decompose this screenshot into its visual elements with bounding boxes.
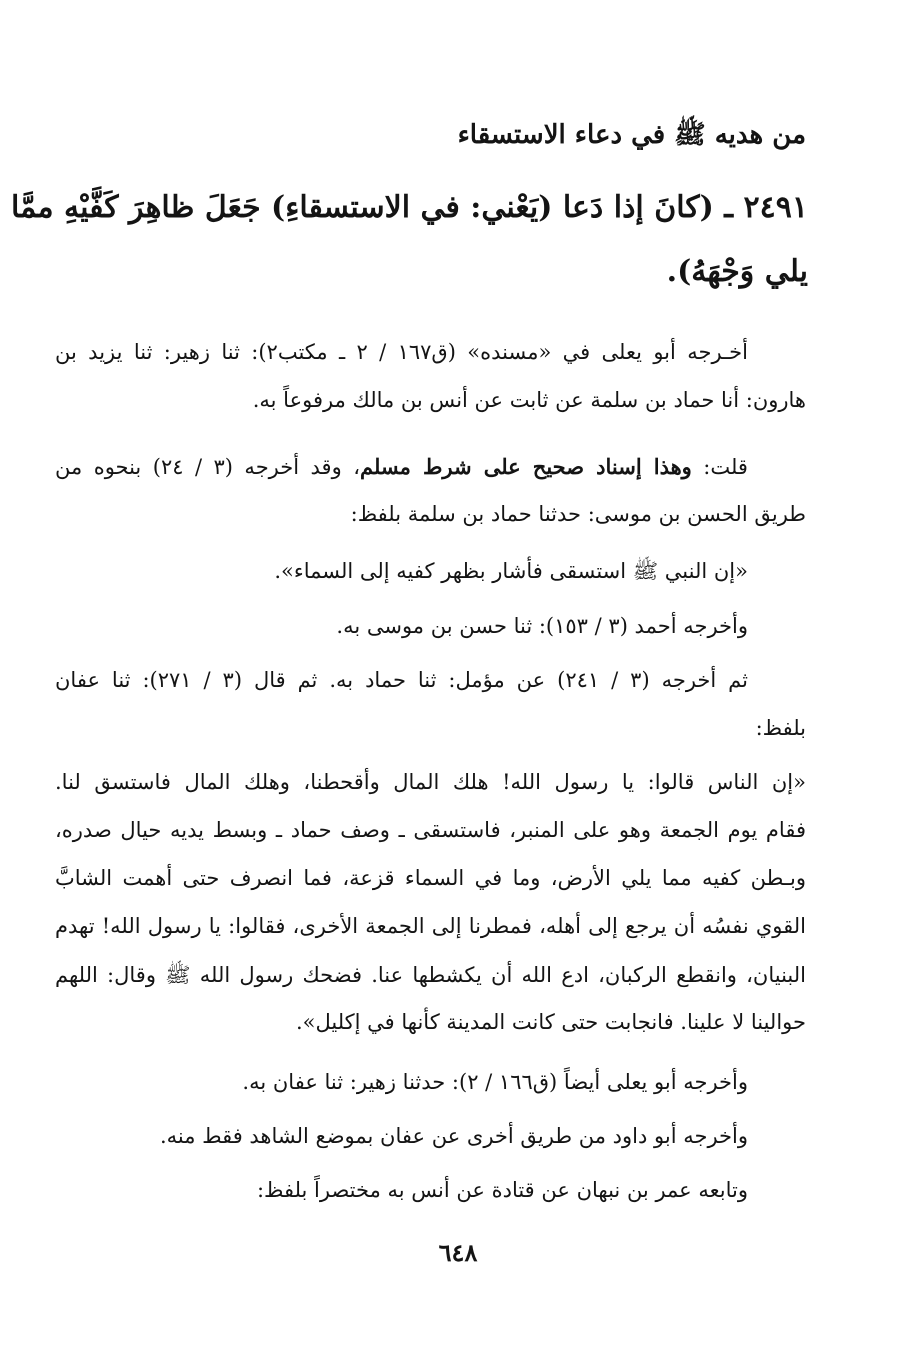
takhrij-p8: وتابعه عمر بن نبهان عن قتادة عن أنس به مختصراً بلفظ: <box>256 1178 748 1202</box>
quoted-hadith-line-6: حوالينا لا علينا. فانجابت حتى كانت المدينة كأنها في إكليل». <box>295 1010 806 1034</box>
takhrij-p1-line-1: أخـرجه أبو يعلى في «مسنده» (ق١٦٧ / ٢ ـ مكتب٢): ثنا زهير: ثنا يزيد بن <box>55 340 748 364</box>
takhrij-p7: وأخرجه أبو داود من طريق أخرى عن عفان بموضع الشاهد فقط منه. <box>159 1124 748 1148</box>
qultu-label: قلت: <box>691 455 748 479</box>
takhrij-p1-line-2: هارون: أنا حماد بن سلمة عن ثابت عن أنس بن مالك مرفوعاً به. <box>252 388 806 412</box>
quoted-hadith-line-3: وبـطن كفيه مما يلي الأرض، وما في السماء قزعة، فما انصرف حتى أهمت الشابَّ <box>55 866 806 890</box>
takhrij-p2-line-2: طريق الحسن بن موسى: حدثنا حماد بن سلمة بلفظ: <box>350 502 806 526</box>
takhrij-p4: وأخرجه أحمد (٣ / ١٥٣): ثنا حسن بن موسى به. <box>336 614 748 638</box>
quoted-hadith-line-4: القوي نفسُه أن يرجع إلى أهله، فمطرنا إلى الجمعة الأخرى، فقالوا: يا رسول الله! تهدم <box>55 914 806 938</box>
quoted-hadith-line-1: «إن الناس قالوا: يا رسول الله! هلك المال وأقحطنا، وهلك المال فاستسق لنا. <box>55 770 806 794</box>
section-title: من هديه ﷺ في دعاء الاستسقاء <box>457 120 806 150</box>
quoted-hadith-line-5: البنيان، وانقطع الركبان، ادع الله أن يكشطها عنا. فضحك رسول الله ﷺ وقال: اللهم <box>55 963 806 987</box>
hadith-text-line-2: يلي وَجْهَهُ). <box>666 254 808 289</box>
grading-statement: وهذا إسناد صحيح على شرط مسلم <box>359 454 692 479</box>
takhrij-p2-line-1 <box>55 454 748 479</box>
quoted-hadith-line-2: فقام يوم الجمعة وهو على المنبر، فاستسقى ـ وصف حماد ـ وبسط يديه حيال صدره، <box>55 818 806 842</box>
page-number: ٦٤٨ <box>438 1238 478 1267</box>
takhrij-p6: وأخرجه أبو يعلى أيضاً (ق١٦٦ / ٢): حدثنا زهير: ثنا عفان به. <box>242 1070 748 1094</box>
quoted-wording-1: «إن النبي ﷺ استسقى فأشار بظهر كفيه إلى السماء». <box>274 559 748 583</box>
hadith-text-line-1: ٢٤٩١ ـ (كانَ إذا دَعا (يَعْني: في الاستسقاءِ) جَعَلَ ظاهِرَ كَفَّيْهِ ممَّا <box>11 190 808 225</box>
takhrij-p5-line-2: بلفظ: <box>755 716 806 740</box>
takhrij-p5-line-1: ثم أخرجه (٣ / ٢٤١) عن مؤمل: ثنا حماد به. ثم قال (٣ / ٢٧١): ثنا عفان <box>55 668 748 692</box>
takhrij-p2-line-1-rest: ، وقد أخرجه (٣ / ٢٤) بنحوه من <box>55 455 360 479</box>
